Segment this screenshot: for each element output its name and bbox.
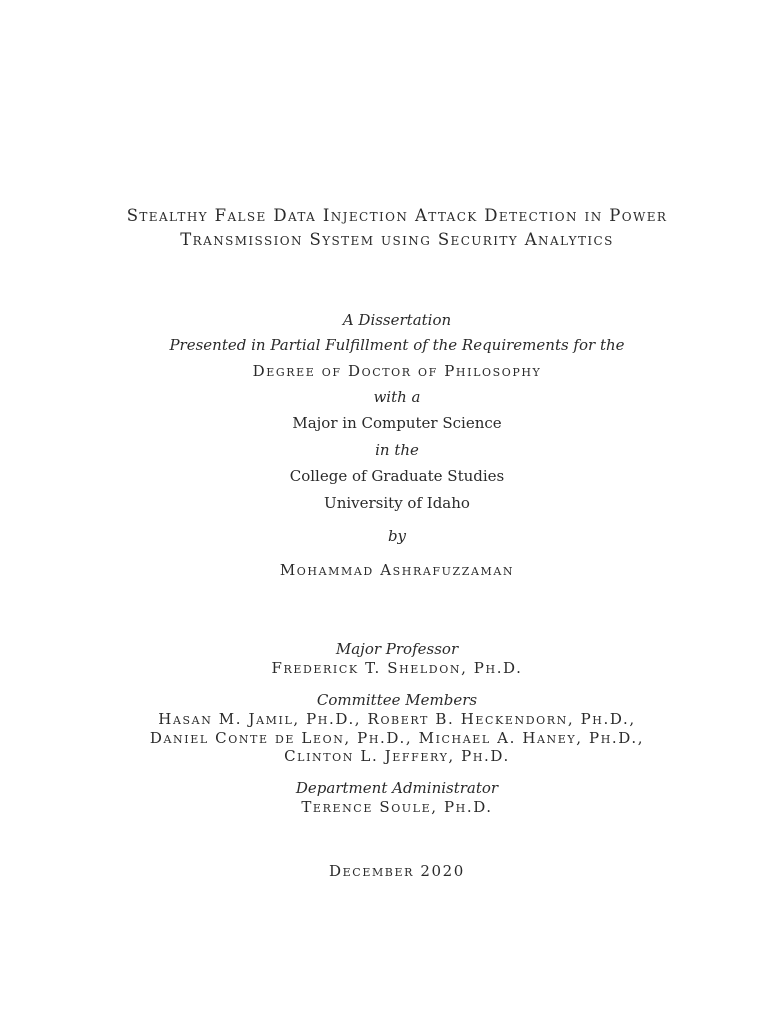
major-professor-label: Major Professor: [335, 640, 459, 658]
by-text: by: [387, 527, 407, 545]
department-administrator-name: Terence Soule, Ph.D.: [301, 798, 493, 816]
author-name: Mohammad Ashrafuzzaman: [279, 561, 515, 579]
college-name: College of Graduate Studies: [289, 467, 505, 485]
committee-label: Committee Members: [316, 691, 478, 709]
dissertation-title-line-2: Transmission System using Security Analytics: [180, 230, 614, 249]
dissertation-label: A Dissertation: [342, 311, 452, 329]
in-the-text: in the: [375, 441, 419, 459]
with-a-text: with a: [373, 388, 421, 406]
degree-name: Degree of Doctor of Philosophy: [252, 362, 542, 380]
submission-date: December 2020: [329, 862, 465, 880]
department-administrator-label: Department Administrator: [295, 779, 499, 797]
committee-line-2: Daniel Conte de Leon, Ph.D., Michael A. Haney, Ph.D.,: [149, 729, 645, 747]
committee-line-1: Hasan M. Jamil, Ph.D., Robert B. Heckendorn, Ph.D.,: [158, 710, 636, 728]
university-name: University of Idaho: [324, 494, 470, 512]
committee-line-3: Clinton L. Jeffery, Ph.D.: [284, 747, 510, 765]
major-name: Major in Computer Science: [292, 414, 502, 432]
major-professor-name: Frederick T. Sheldon, Ph.D.: [271, 659, 523, 677]
presented-statement: Presented in Partial Fulfillment of the Requirements for the: [169, 336, 625, 354]
dissertation-title-line-1: Stealthy False Data Injection Attack Detection in Power: [126, 206, 668, 225]
